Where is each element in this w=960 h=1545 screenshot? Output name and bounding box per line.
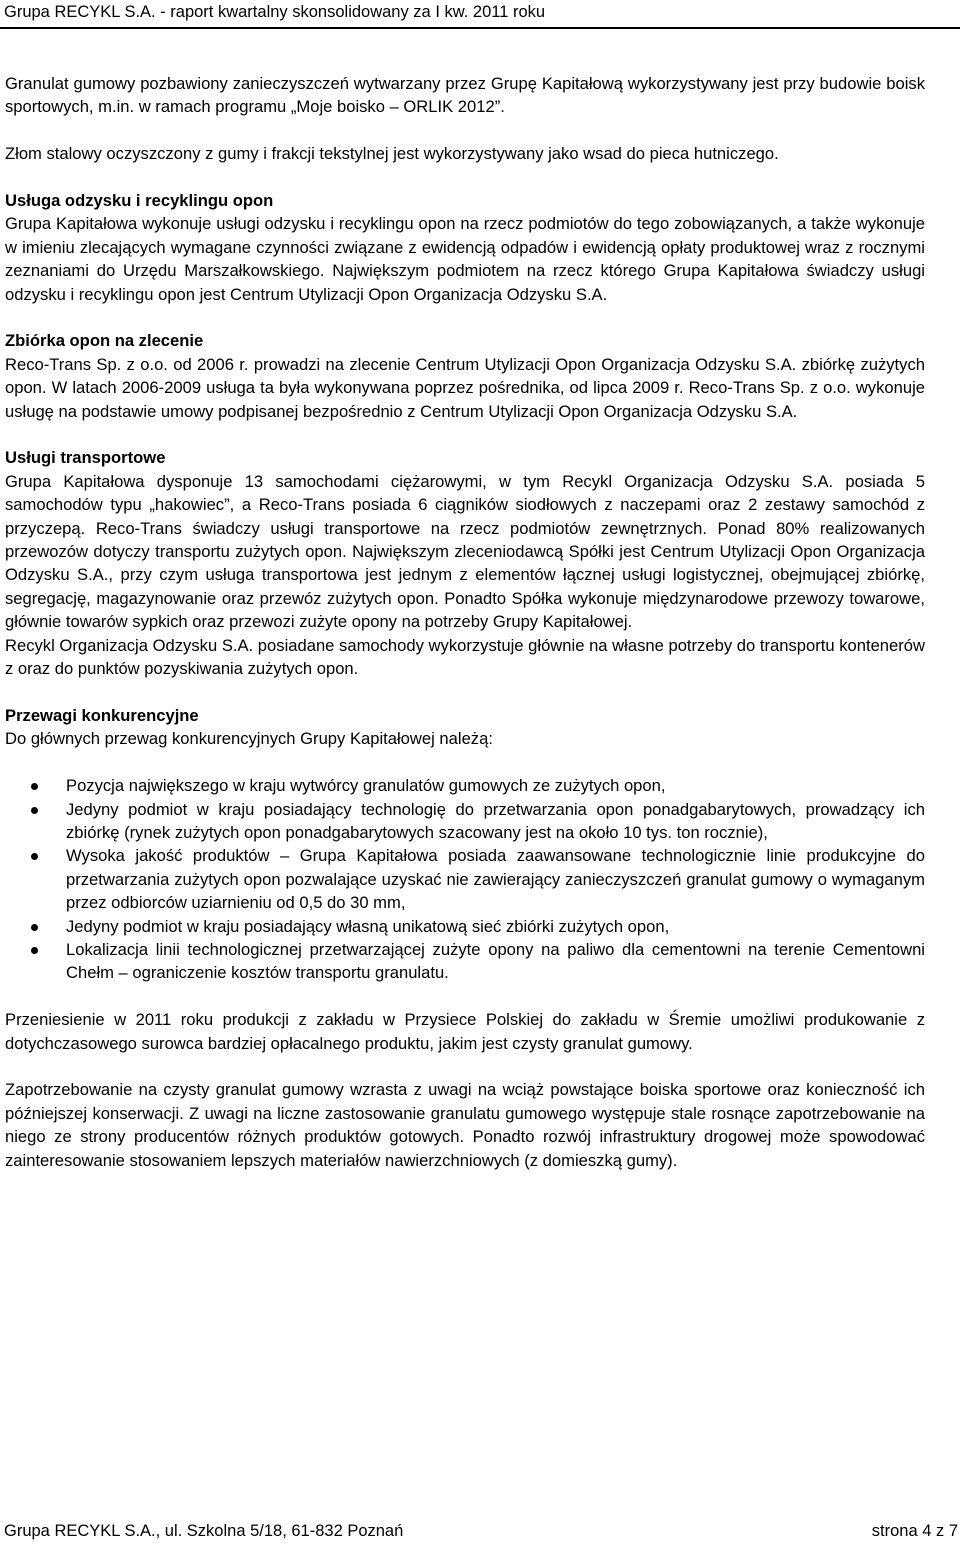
bullet-icon	[31, 853, 38, 860]
header-divider	[0, 27, 960, 29]
list-item: Jedyny podmiot w kraju posiadający technologię do przetwarzania opon ponadgabarytowych, prowadzący ich zbiórkę (rynek zużytych opon ponadgabarytowych szacowany jest na około 10 tys. ton rocznie),	[5, 798, 925, 845]
section-paragraph-transport: Grupa Kapitałowa dysponuje 13 samochodami ciężarowymi, w tym Recykl Organizacja Odzysku S.A. posiada 5 samochodów typu „hakowiec”, a Reco-Trans posiada 6 ciągników siodłowych z naczepami oraz 2 zestawy samochód z przyczepą. Reco-Trans świadczy usługi transportowe na rzecz podmiotów zewnętrznych. Ponad 80% realizowanych przewozów dotyczy transportu zużytych opon. Największym zleceniodawcą Spółki jest Centrum Utylizacji Opon Organizacja Odzysku S.A., przy czym usługa transportowa jest jednym z elementów łącznej usługi logistycznej, obejmującej zbiórkę, segregację, magazynowanie oraz przewóz zużytych opon. Ponadto Spółka wykonuje międzynarodowe przewozy towarowe, głównie towarów sypkich oraz przewozi zużyte opony na potrzeby Grupy Kapitałowej.	[5, 471, 925, 632]
section-heading-transport: Usługi transportowe	[5, 448, 166, 468]
bullet-icon	[31, 783, 38, 790]
list-item: Pozycja największego w kraju wytwórcy granulatów gumowych ze zużytych opon,	[5, 774, 925, 797]
header-title: Grupa RECYKL S.A. - raport kwartalny skonsolidowany za I kw. 2011 roku	[4, 3, 546, 21]
footer-address: Grupa RECYKL S.A., ul. Szkolna 5/18, 61-832 Poznań	[4, 1522, 404, 1540]
list-item: Wysoka jakość produktów – Grupa Kapitałowa posiada zaawansowane technologicznie linie produkcyjne do przetwarzania zużytych opon pozwalające uzyskać nie zawierający zanieczyszczeń granulat gumowy o wymaganym przez odbiorców uziarnieniu od 0,5 do 30 mm,	[5, 844, 925, 914]
advantages-intro: Do głównych przewag konkurencyjnych Grupy Kapitałowej należą:	[5, 729, 493, 749]
bullet-icon	[31, 947, 38, 954]
section-paragraph-zbiorka: Reco-Trans Sp. z o.o. od 2006 r. prowadzi na zlecenie Centrum Utylizacji Opon Organizacja Odzysku S.A. zbiórkę zużytych opon. W latach 2006-2009 usługa ta była wykonywana poprzez pośrednika, od lipca 2009 r. Reco-Trans Sp. z o.o. wykonuje usługę na podstawie umowy podpisanej bezpośrednio z Centrum Utylizacji Opon Organizacja Odzysku S.A.	[5, 354, 925, 421]
section-heading-przewagi: Przewagi konkurencyjne	[5, 705, 199, 725]
list-item: Jedyny podmiot w kraju posiadający własną unikatową sieć zbiórki zużytych opon,	[5, 915, 925, 938]
bullet-icon	[31, 924, 38, 931]
bullet-icon	[31, 807, 38, 814]
page-header	[4, 2, 956, 22]
section-paragraph-odzysk: Grupa Kapitałowa wykonuje usługi odzysku i recyklingu opon na rzecz podmiotów do tego zobowiązanych, a także wykonuje w imieniu zlecających wymagane czynności związane z ewidencją odpadów i ewidencją opłaty produktowej wraz z rocznymi zeznaniami do Urzędu Marszałkowskiego. Największym podmiotem na rzecz którego Grupa Kapitałowa świadczy usługi odzysku i recyklingu opon jest Centrum Utylizacji Opon Organizacja Odzysku S.A.	[5, 214, 925, 304]
intro-paragraph-zlom: Złom stalowy oczyszczony z gumy i frakcji tekstylnej jest wykorzystywany jako wsad do pieca hutniczego.	[5, 144, 779, 164]
section-paragraph-transport-recykl: Recykl Organizacja Odzysku S.A. posiadane samochody wykorzystuje głównie na własne potrzeby do transportu kontenerów z oraz do punktów pozyskiwania zużytych opon.	[5, 635, 925, 679]
closing-paragraph-zapotrzebowanie: Zapotrzebowanie na czysty granulat gumowy wzrasta z uwagi na wciąż powstające boiska sportowe oraz konieczność ich późniejszej konserwacji. Z uwagi na liczne zastosowanie granulatu gumowego występuje stale rosnące zapotrzebowanie na niego ze strony producentów różnych produktów gotowych. Ponadto rozwój infrastruktury drogowej może spowodować zainteresowanie stosowaniem lepszych materiałów nawierzchniowych (z domieszką gumy).	[5, 1080, 925, 1170]
footer-page-number: strona 4 z 7	[871, 1522, 958, 1540]
intro-paragraph-granulat: Granulat gumowy pozbawiony zanieczyszczeń wytwarzany przez Grupę Kapitałową wykorzystywany jest przy budowie boisk sportowych, m.in. w ramach programu „Moje boisko – ORLIK 2012”.	[5, 74, 925, 117]
list-item: Lokalizacja linii technologicznej przetwarzającej zużyte opony na paliwo dla cementowni na terenie Cementowni Chełm – ograniczenie kosztów transportu granulatu.	[5, 938, 925, 985]
document-body	[5, 72, 925, 1195]
closing-paragraph-sreme: Przeniesienie w 2011 roku produkcji z zakładu w Przysiece Polskiej do zakładu w Śremie umożliwi produkowanie z dotychczasowego surowca bardziej opłacalnego produktu, jakim jest czysty granulat gumowy.	[5, 1010, 925, 1053]
section-heading-odzysk: Usługa odzysku i recyklingu opon	[5, 191, 274, 210]
advantages-list	[5, 774, 925, 985]
section-heading-zbiorka: Zbiórka opon na zlecenie	[5, 331, 204, 351]
